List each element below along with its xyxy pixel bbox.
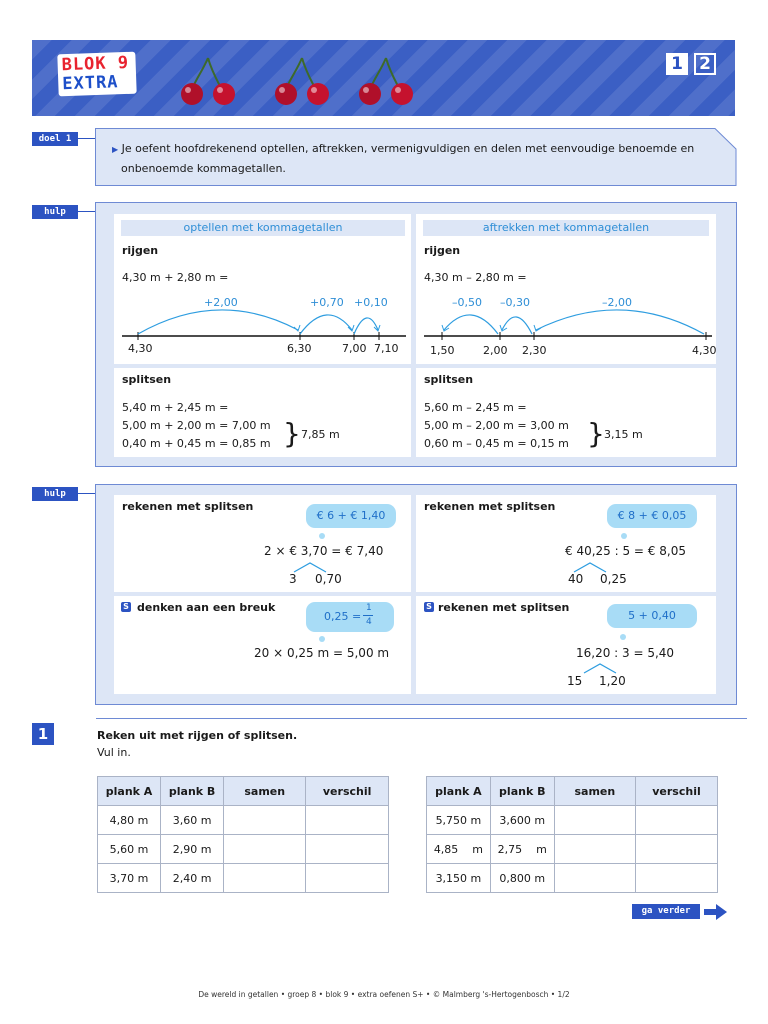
col-header: verschil <box>306 777 389 806</box>
split-result: 3,15 m <box>604 428 643 441</box>
plank-b-cell: 2,40 m <box>161 864 224 893</box>
optellen-sum: 4,30 m + 2,80 m = <box>122 271 229 284</box>
optellen-rijgen-cell <box>114 214 411 364</box>
page-1-indicator[interactable]: 1 <box>666 53 688 75</box>
table-row <box>98 835 389 864</box>
aftrekken-rijgen-cell <box>416 214 716 364</box>
tag-connector <box>78 493 96 494</box>
col-header: plank A <box>427 777 491 806</box>
split-line: 5,60 m – 2,45 m = <box>424 401 527 414</box>
s-badge: S <box>121 602 131 612</box>
split-line: 5,40 m + 2,45 m = <box>122 401 229 414</box>
cherry-icon <box>181 58 235 105</box>
hint-bubble <box>306 602 394 632</box>
hint-bubble: € 8 + € 0,05 <box>607 504 697 528</box>
bubble-dot <box>621 533 627 539</box>
fraction-bar <box>363 615 373 616</box>
samen-answer-cell[interactable] <box>554 835 635 864</box>
plank-a-cell: 5,60 m <box>98 835 161 864</box>
plank-b-cell: 3,600 m <box>490 806 554 835</box>
doel-tag: doel 1 <box>32 132 78 146</box>
expression: 2 × € 3,70 = € 7,40 <box>264 544 384 558</box>
page-2-indicator[interactable]: 2 <box>694 53 716 75</box>
col-header: plank A <box>98 777 161 806</box>
expression: 16,20 : 3 = 5,40 <box>576 646 675 660</box>
verschil-answer-cell[interactable] <box>306 864 389 893</box>
split-part: 1,20 <box>599 674 626 688</box>
doel-text-line2: onbenoemde kommagetallen. <box>121 162 286 175</box>
bubble-dot <box>620 634 626 640</box>
cherry-icon <box>359 58 413 105</box>
cherry-icon <box>275 58 329 105</box>
split-part: 40 <box>568 572 584 586</box>
s-badge: S <box>424 602 434 612</box>
aftrekken-sum: 4,30 m – 2,80 m = <box>424 271 527 284</box>
hint-bubble: 5 + 0,40 <box>607 604 697 628</box>
exercise-title: Reken uit met rijgen of splitsen. <box>97 729 298 742</box>
brace: } <box>283 417 301 450</box>
tick-label: 7,00 <box>342 342 367 355</box>
jump-label: +2,00 <box>204 296 238 309</box>
split-part: 0,70 <box>315 572 342 586</box>
doel-text-line1: Je oefent hoofdrekenend optellen, aftrekken, vermenigvuldigen en delen met eenvoudige benoemde en <box>121 142 695 155</box>
plank-a-cell: 5,750 m <box>427 806 491 835</box>
hulp-tag: hulp <box>32 205 78 219</box>
verschil-answer-cell[interactable] <box>635 806 717 835</box>
breuk-cell <box>114 596 411 694</box>
jump-label: –0,50 <box>452 296 482 309</box>
cell-title: rekenen met splitsen <box>438 601 570 614</box>
verschil-answer-cell[interactable] <box>635 864 717 893</box>
verschil-answer-cell[interactable] <box>306 835 389 864</box>
samen-answer-cell[interactable] <box>224 864 306 893</box>
splitsen-divide-cell-2 <box>416 596 716 694</box>
table-left <box>97 776 389 893</box>
samen-answer-cell[interactable] <box>224 806 306 835</box>
splitsen-multiply-cell <box>114 495 411 592</box>
split-line: 0,60 m – 0,45 m = 0,15 m <box>424 437 569 450</box>
jump-label: +0,70 <box>310 296 344 309</box>
expression: € 40,25 : 5 = € 8,05 <box>565 544 686 558</box>
samen-answer-cell[interactable] <box>224 835 306 864</box>
cell-title: rekenen met splitsen <box>122 500 254 513</box>
cell-title: rekenen met splitsen <box>424 500 556 513</box>
split-line: 5,00 m + 2,00 m = 7,00 m <box>122 419 271 432</box>
tick-label: 6,30 <box>287 342 312 355</box>
ga-verder-button[interactable]: ga verder <box>632 904 700 919</box>
split-arrow <box>580 662 620 674</box>
split-part: 0,25 <box>600 572 627 586</box>
optellen-title: optellen met kommagetallen <box>121 220 405 236</box>
samen-answer-cell[interactable] <box>554 864 635 893</box>
plank-a-cell: 3,70 m <box>98 864 161 893</box>
arrow-right-icon[interactable] <box>704 903 728 921</box>
bubble-dot <box>319 533 325 539</box>
col-header: plank B <box>161 777 224 806</box>
hint-bubble: € 6 + € 1,40 <box>306 504 396 528</box>
split-part: 3 <box>289 572 297 586</box>
brace: } <box>587 417 605 450</box>
tick-label: 4,30 <box>128 342 153 355</box>
bubble-dot <box>319 636 325 642</box>
aftrekken-splitsen-cell <box>416 368 716 457</box>
tick-label: 2,00 <box>483 344 508 357</box>
plank-b-cell: 0,800 m <box>490 864 554 893</box>
tag-connector <box>78 211 96 212</box>
tick-label: 2,30 <box>522 344 547 357</box>
plank-b-cell: 2,90 m <box>161 835 224 864</box>
blok-extra-logo <box>57 52 136 97</box>
tick-label: 1,50 <box>430 344 455 357</box>
table-right <box>426 776 718 893</box>
bubble-text: 0,25 = <box>324 610 362 623</box>
samen-answer-cell[interactable] <box>554 806 635 835</box>
jump-label: –0,30 <box>500 296 530 309</box>
splitsen-label: splitsen <box>122 373 172 386</box>
cell-title: denken aan een breuk <box>137 601 276 614</box>
plank-a-cell: 4,80 m <box>98 806 161 835</box>
jump-label: –2,00 <box>602 296 632 309</box>
verschil-answer-cell[interactable] <box>306 806 389 835</box>
extra-title: EXTRA <box>61 72 119 95</box>
split-result: 7,85 m <box>301 428 340 441</box>
plank-a-cell: 4,85 m <box>427 835 491 864</box>
rijgen-label: rijgen <box>122 244 159 257</box>
table-row <box>427 806 718 835</box>
exercise-rule <box>96 718 747 719</box>
splitsen-divide-cell <box>416 495 716 592</box>
col-header: verschil <box>635 777 717 806</box>
tick-label: 7,10 <box>374 342 399 355</box>
plank-b-cell: 2,75 m <box>490 835 554 864</box>
fraction-numerator: 1 <box>366 603 372 613</box>
split-part: 15 <box>567 674 583 688</box>
tick-label: 4,30 <box>692 344 717 357</box>
fraction-denominator: 4 <box>366 617 372 627</box>
table-row <box>427 864 718 893</box>
table-row <box>427 835 718 864</box>
optellen-splitsen-cell <box>114 368 411 457</box>
split-line: 5,00 m – 2,00 m = 3,00 m <box>424 419 569 432</box>
jump-label: +0,10 <box>354 296 388 309</box>
hulp-tag: hulp <box>32 487 78 501</box>
cherries-illustration <box>180 52 440 108</box>
col-header: plank B <box>490 777 554 806</box>
rijgen-label: rijgen <box>424 244 461 257</box>
splitsen-label: splitsen <box>424 373 474 386</box>
expression: 20 × 0,25 m = 5,00 m <box>254 646 390 660</box>
plank-a-cell: 3,150 m <box>427 864 491 893</box>
split-line: 0,40 m + 0,45 m = 0,85 m <box>122 437 271 450</box>
page-footer: De wereld in getallen • groep 8 • blok 9 • extra oefenen S+ • © Malmberg 's-Hertogenbosch • 1/2 <box>198 990 570 999</box>
col-header: samen <box>554 777 635 806</box>
table-row <box>98 864 389 893</box>
exercise-instruction: Vul in. <box>97 746 131 759</box>
aftrekken-title: aftrekken met kommagetallen <box>423 220 709 236</box>
plank-b-cell: 3,60 m <box>161 806 224 835</box>
blok-title: BLOK 9 <box>61 52 130 76</box>
doel-text: ▶ Je oefent hoofdrekenend optellen, aftrekken, vermenigvuldigen en delen met eenvoudige benoemde en onbenoemde kommagetallen. <box>112 142 695 175</box>
table-row <box>98 806 389 835</box>
col-header: samen <box>224 777 306 806</box>
tag-connector <box>78 138 96 139</box>
verschil-answer-cell[interactable] <box>635 835 717 864</box>
exercise-number: 1 <box>32 723 54 745</box>
